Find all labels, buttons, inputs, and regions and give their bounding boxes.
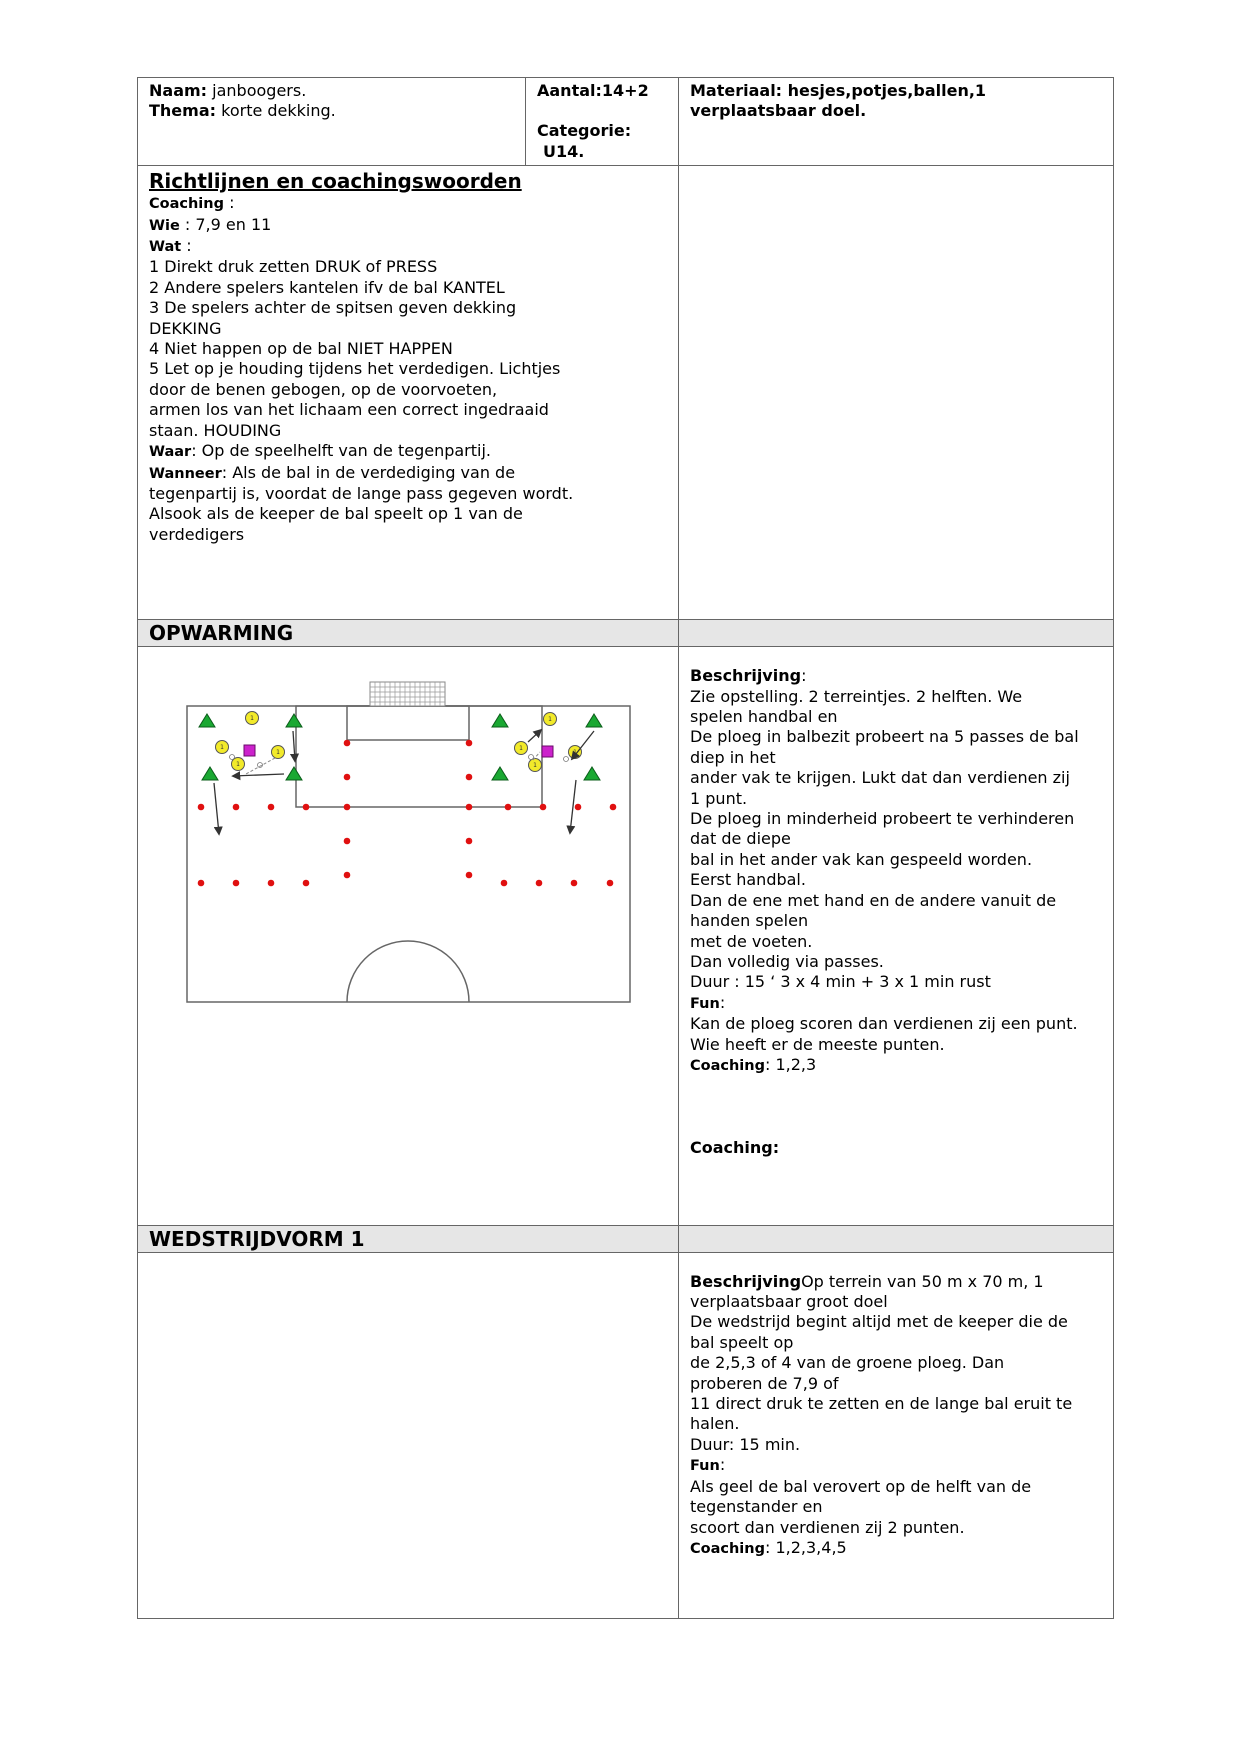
- opwarming-line: met de voeten.: [690, 931, 813, 951]
- wat-item: 2 Andere spelers kantelen ifv de bal KANTEL: [149, 277, 505, 297]
- opwarming-description-cell: [679, 647, 1114, 1225]
- naam-value: janboogers.: [212, 81, 307, 100]
- wedstrijdvorm-line: proberen de 7,9 of: [690, 1373, 839, 1393]
- wedstrijdvorm-header-row: [138, 1225, 1114, 1252]
- richtlijnen-title: Richtlijnen en coachingswoorden: [149, 169, 522, 194]
- opwarming-line: dat de diepe: [690, 829, 791, 849]
- opwarming-line: Dan volledig via passes.: [690, 951, 884, 971]
- wat-item: armen los van het lichaam een correct ingedraaid: [149, 400, 549, 420]
- fun-label: Fun: [690, 1458, 720, 1475]
- opwarming-line: 1 punt.: [690, 788, 748, 808]
- wanneer-line: Alsook als de keeper de bal speelt op 1 van de: [149, 504, 523, 524]
- wedstrijdvorm-row: [138, 1252, 1114, 1618]
- header-row: [138, 78, 1114, 166]
- svg-text:1: 1: [236, 761, 240, 769]
- opwarming-row: [138, 647, 1114, 1225]
- thema-value: korte dekking.: [221, 101, 336, 121]
- wedstrijdvorm-line: 11 direct druk te zetten en de lange bal eruit te: [690, 1394, 1073, 1414]
- beschrijving-label: Beschrijving: [690, 1271, 802, 1291]
- header-materiaal-cell: [679, 78, 1114, 166]
- richtlijnen-empty-cell: [679, 166, 1114, 620]
- goal-net-icon: [370, 682, 445, 706]
- wedstrijdvorm-line: bal speelt op: [690, 1332, 794, 1352]
- beschrijving-first-line: Op terrein van 50 m x 70 m, 1: [801, 1271, 1044, 1291]
- beschrijving-label: Beschrijving: [690, 666, 802, 686]
- svg-text:1: 1: [519, 745, 523, 753]
- wedstrijdvorm-line: verplaatsbaar groot doel: [690, 1292, 888, 1312]
- beschrijving-suffix: :: [801, 666, 807, 686]
- wat-item: staan. HOUDING: [149, 420, 282, 440]
- wedstrijdvorm-description-cell: [679, 1252, 1114, 1618]
- wat-item: DEKKING: [149, 318, 222, 338]
- opwarming-line: handen spelen: [690, 911, 809, 931]
- svg-text:1: 1: [250, 715, 254, 723]
- opwarming-header-row: [138, 620, 1114, 647]
- coaching-suffix: :: [223, 193, 235, 213]
- richtlijnen-cell: [138, 166, 679, 620]
- sheet-table: [137, 77, 1114, 1619]
- coaching-value: : 1,2,3: [764, 1054, 817, 1074]
- opwarming-line: De ploeg in minderheid probeert te verhinderen: [690, 809, 1075, 829]
- opwarming-header-right: [679, 620, 1114, 647]
- fun-line: Als geel de bal verovert op de helft van de: [690, 1476, 1032, 1496]
- coaching-label: Coaching: [149, 196, 224, 213]
- fun-line: scoort dan verdienen zij 2 punten.: [690, 1517, 965, 1537]
- opwarming-line: ander vak te krijgen. Lukt dat dan verdienen zij: [690, 768, 1070, 788]
- wedstrijdvorm-line: de 2,5,3 of 4 van de groene ploeg. Dan: [690, 1353, 1005, 1373]
- svg-text:1: 1: [276, 749, 280, 757]
- wat-item: 4 Niet happen op de bal NIET HAPPEN: [149, 339, 453, 359]
- field-diagram: [138, 647, 678, 1219]
- wedstrijdvorm-line: halen.: [690, 1414, 740, 1434]
- fun-label: Fun: [690, 995, 720, 1012]
- wat-item: 1 Direkt druk zetten DRUK of PRESS: [149, 257, 438, 277]
- wanneer-line: verdedigers: [149, 524, 245, 544]
- fun-line: Wie heeft er de meeste punten.: [690, 1034, 945, 1054]
- svg-text:1: 1: [573, 749, 577, 757]
- svg-text:1: 1: [548, 716, 552, 724]
- wedstrijdvorm-header-right: [679, 1225, 1114, 1252]
- header-aantal-cell: [526, 78, 679, 166]
- wat-item: 5 Let op je houding tijdens het verdedigen. Lichtjes: [149, 359, 561, 379]
- categorie-value: U14.: [543, 141, 585, 161]
- wat-item: door de benen gebogen, op de voorvoeten,: [149, 379, 498, 399]
- wedstrijdvorm-line: De wedstrijd begint altijd met de keeper die de: [690, 1312, 1068, 1332]
- waar-value: : Op de speelhelft van de tegenpartij.: [191, 441, 491, 461]
- wat-label: Wat: [149, 239, 182, 256]
- opwarming-line: diep in het: [690, 747, 776, 767]
- opwarming-diagram-cell: [138, 647, 679, 1225]
- fun-line: tegenstander en: [690, 1497, 823, 1517]
- coaching2-label: Coaching:: [690, 1138, 780, 1158]
- svg-text:1: 1: [220, 744, 224, 752]
- wedstrijdvorm-line: Duur: 15 min.: [690, 1434, 801, 1454]
- opwarming-line: De ploeg in balbezit probeert na 5 passes de bal: [690, 727, 1079, 747]
- waar-label: Waar: [149, 444, 192, 461]
- wanneer-line: tegenpartij is, voordat de lange pass gegeven wordt.: [149, 483, 574, 503]
- fun-line: Kan de ploeg scoren dan verdienen zij een punt.: [690, 1014, 1078, 1034]
- naam-label: Naam:: [149, 81, 208, 100]
- aantal-text: Aantal:14+2: [537, 81, 649, 100]
- categorie-label: Categorie:: [537, 121, 632, 141]
- opwarming-line: Zie opstelling. 2 terreintjes. 2 helften. We: [690, 686, 1023, 706]
- wedstrijdvorm-empty-cell: [138, 1252, 679, 1618]
- wanneer-line: : Als de bal in de verdediging van de: [221, 462, 516, 482]
- header-naam-thema-cell: [138, 78, 526, 166]
- opwarming-title: OPWARMING: [138, 620, 679, 647]
- training-sheet: [137, 77, 1113, 1619]
- coaching-label: Coaching: [690, 1057, 765, 1074]
- wat-item: 3 De spelers achter de spitsen geven dekking: [149, 298, 517, 318]
- opwarming-line: Dan de ene met hand en de andere vanuit de: [690, 890, 1057, 910]
- wedstrijdvorm-title: WEDSTRIJDVORM 1: [138, 1225, 679, 1252]
- opwarming-line: Duur : 15 ‘ 3 x 4 min + 3 x 1 min rust: [690, 972, 991, 992]
- opwarming-line: Eerst handbal.: [690, 870, 806, 890]
- wat-suffix: :: [181, 236, 192, 256]
- materiaal-text: Materiaal: hesjes,potjes,ballen,1 verplaatsbaar doel.: [690, 81, 987, 121]
- opwarming-line: spelen handbal en: [690, 707, 838, 727]
- thema-label: Thema:: [149, 101, 217, 121]
- wanneer-label: Wanneer: [149, 465, 222, 482]
- richtlijnen-row: [138, 166, 1114, 620]
- fun-suffix: :: [719, 1455, 726, 1475]
- svg-text:1: 1: [533, 762, 537, 770]
- coaching-value: : 1,2,3,4,5: [764, 1537, 847, 1557]
- wie-label: Wie: [149, 217, 180, 234]
- wie-value: : 7,9 en 11: [179, 214, 272, 234]
- coaching-label: Coaching: [690, 1540, 765, 1557]
- opwarming-line: bal in het ander vak kan gespeeld worden.: [690, 849, 1033, 869]
- fun-suffix: :: [719, 992, 726, 1012]
